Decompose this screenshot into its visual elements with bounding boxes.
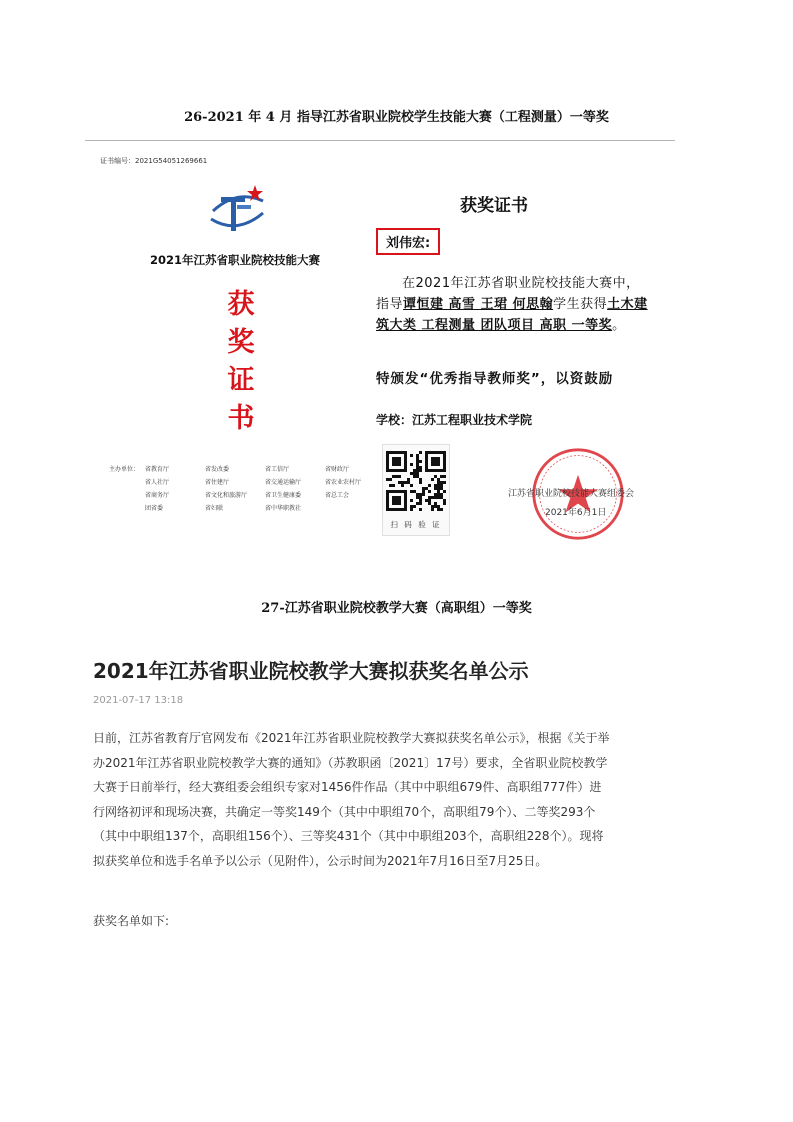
qr-code-block: [382, 444, 450, 536]
qr-code-icon: [386, 451, 446, 511]
qr-caption: 扫 码 验 证: [390, 520, 442, 529]
organizer-item: 省人社厅: [145, 479, 170, 486]
certificate-body: [376, 273, 651, 336]
body-line: 在2021年江苏省职业院校技能大赛中，指导: [376, 276, 640, 312]
body-end: 。: [612, 318, 626, 333]
organizer-item: 省商务厅: [145, 492, 170, 499]
body-line: 学生获得: [553, 297, 608, 312]
organizer-grid: [145, 464, 385, 512]
organizer-item: 省住建厅: [205, 479, 230, 486]
section-heading-26: 26-2021 年 4 月 指导江苏省职业院校学生技能大赛（工程测量）一等奖: [184, 110, 609, 125]
organizer-item: 团省委: [145, 505, 164, 512]
organizer-item: 省卫生健康委: [265, 492, 302, 499]
organizer-item: 省文化和旅游厅: [205, 492, 248, 499]
organizer-item: 省发改委: [205, 466, 230, 473]
competition-name: 2021年江苏省职业院校技能大赛: [149, 253, 320, 267]
award-result: 土木建筑大类 工程测量 团队项目 高职 一等奖: [376, 297, 648, 333]
organizer-item: 省工信厅: [265, 466, 290, 473]
organizing-committee: 江苏省职业院校技能大赛组委会: [508, 489, 635, 499]
organizer-item: 省中华职教社: [265, 505, 302, 512]
school-name: 学校：江苏工程职业技术学院: [376, 413, 533, 427]
certificate-number: 证书编号：2021G54051269661: [100, 157, 208, 165]
certificate-date: 2021年6月1日: [545, 508, 607, 518]
certificate-big-title: [221, 286, 261, 438]
organizer-item: 省农业农村厅: [325, 479, 362, 486]
organizers-label: 主办单位：: [109, 466, 140, 473]
list-intro: 获奖名单如下:: [93, 914, 170, 928]
section-heading-27: 27-江苏省职业院校教学大赛（高职组）一等奖: [261, 601, 532, 616]
big-title-char: 书: [227, 403, 255, 434]
big-title-char: 获: [227, 289, 255, 320]
special-award-text: 特颁发“优秀指导教师奖”，以资鼓励: [376, 371, 614, 387]
big-title-char: 证: [227, 365, 255, 396]
article-date: 2021-07-17 13:18: [93, 695, 184, 706]
organizer-item: 省总工会: [325, 492, 350, 499]
competition-logo-icon: [207, 183, 267, 235]
organizer-item: 省交通运输厅: [265, 479, 302, 486]
big-title-char: 奖: [227, 327, 255, 358]
recipient-name: 刘伟宏:: [376, 228, 440, 255]
organizer-item: 省妇联: [205, 505, 224, 512]
award-certificate: [85, 141, 675, 541]
organizer-item: 省教育厅: [145, 466, 170, 473]
student-names: 谭恒建 高雪 王珺 何思翰: [403, 297, 554, 312]
award-title: 获奖证书: [460, 196, 528, 216]
organizer-item: 省财政厅: [325, 466, 350, 473]
article-title: 2021年江苏省职业院校教学大赛拟获奖名单公示: [93, 659, 529, 683]
article-body: 日前，江苏省教育厅官网发布《2021年江苏省职业院校教学大赛拟获奖名单公示》，根据《关于举办2021年江苏省职业院校教学大赛的通知》（苏教职函〔2021〕17号）要求，全省职业院校教学大赛于日前举行，经大赛组委会组织专家对1456件作品（其中中职组679件、高职组777件）进行网络初评和现场决赛，共确定一等奖149个（其中中职组70个，高职组79个）、二等奖293个（其中中职组137个，高职组156个）、三等奖431个（其中中职组203个，高职组228个）。现将拟获奖单位和选手名单予以公示（见附件），公示时间为2021年7月16日至7月25日。: [93, 731, 610, 868]
